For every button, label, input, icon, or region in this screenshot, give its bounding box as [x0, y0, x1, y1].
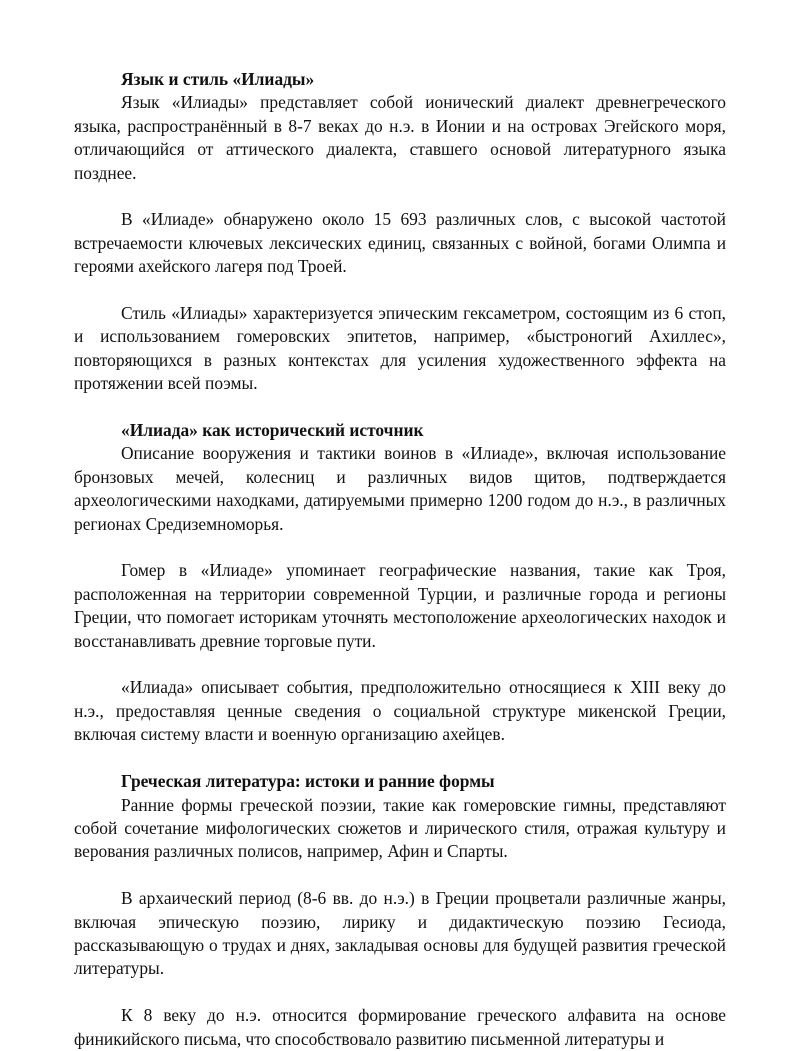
paragraph: «Илиада» описывает события, предположительно относящиеся к XIII веку до н.э., предоставляя ценные сведения о социальной структуре микенской Греции, включая систему власти и военную организацию ахейцев.: [74, 677, 726, 745]
paragraph-gap: [74, 536, 726, 559]
paragraph: Стиль «Илиады» характеризуется эпическим гексаметром, состоящим из 6 стоп, и использованием гомеровских эпитетов, например, «быстроногий Ахиллес», повторяющихся в разных контекстах для усиления художественного эффекта на протяжении всей поэмы.: [74, 303, 726, 394]
section-heading-historical-source: «Илиада» как исторический источник: [121, 420, 424, 441]
paragraph-gap: [74, 653, 726, 676]
paragraph: Язык «Илиады» представляет собой ионический диалект древнегреческого языка, распространённый в 8-7 веках до н.э. в Ионии и на островах Эгейского моря, отличающийся от аттического диалекта, ставшего основой литературного языка позднее.: [74, 92, 726, 183]
paragraph-gap: [74, 185, 726, 208]
section-heading-language-style: Язык и стиль «Илиады»: [121, 69, 315, 89]
paragraph: В «Илиаде» обнаружено около 15 693 различных слов, с высокой частотой встречаемости ключевых лексических единиц, связанных с войной, богами Олимпа и героями ахейского лагеря под Троей.: [74, 209, 726, 277]
paragraph: Ранние формы греческой поэзии, такие как гомеровские гимны, представляют собой сочетание мифологических сюжетов и лирического стиля, отражая культуру и верования различных полисов, например, Афин и Спарты.: [74, 794, 726, 862]
section-gap: [74, 747, 726, 770]
paragraph: В архаический период (8-6 вв. до н.э.) в Греции процветали различные жанры, включая эпическую поэзию, лирику и дидактическую поэзию Гесиода, рассказывающую о трудах и днях, закладывая основы для будущей развития греческой литературы.: [74, 888, 726, 979]
paragraph-gap: [74, 279, 726, 302]
paragraph: Гомер в «Илиаде» упоминает географические названия, такие как Троя, расположенная на территории современной Турции, и различные города и регионы Греции, что помогает историкам уточнять местоположение археологических находок и восстанавливать древние торговые пути.: [74, 560, 726, 651]
paragraph: Описание вооружения и тактики воинов в «Илиаде», включая использование бронзовых мечей, колесниц и различных видов щитов, подтверждается археологическими находками, датируемыми примерно 1200 годом до н.э., в различных регионах Средиземноморья.: [74, 443, 726, 534]
document-body: [74, 68, 726, 1051]
section-heading-greek-literature: Греческая литература: истоки и ранние формы: [121, 771, 495, 792]
paragraph-gap: [74, 981, 726, 1004]
paragraph: К 8 веку до н.э. относится формирование греческого алфавита на основе финикийского письма, что способствовало развитию письменной литературы и: [74, 1005, 726, 1049]
section-gap: [74, 396, 726, 419]
paragraph-gap: [74, 864, 726, 887]
